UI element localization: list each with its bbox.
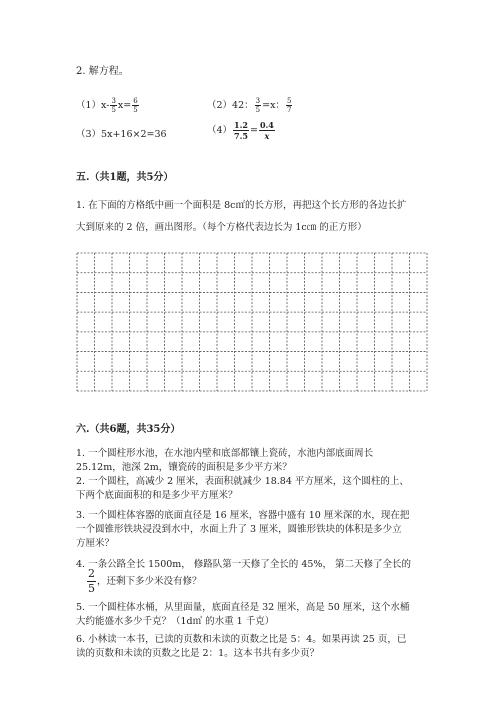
question-text: 25.12m，池深 2m，镶瓷砖的面积是多少平方米？ xyxy=(76,462,292,473)
fraction xyxy=(259,120,275,141)
question-title: 2. 解方程。 xyxy=(76,66,129,77)
question-text: 1. 在下面的方格纸中画一个面积是 8c㎡的长方形，再把这个长方形的各边长扩 xyxy=(76,200,407,211)
numerator: 6 xyxy=(133,97,138,105)
question-text: 方厘米？ xyxy=(76,538,115,549)
question-text: 5. 一个圆柱体水桶，从里面量，底面直径是 32 厘米，高是 50 厘米，这个水桶 xyxy=(76,602,410,613)
equation-label: （4） xyxy=(207,125,233,136)
denominator: 5 xyxy=(111,106,116,114)
question-text-tail: ，还剩下多少米没有修？ xyxy=(97,576,202,587)
numerator: 1.2 xyxy=(234,120,248,130)
denominator: 5 xyxy=(133,106,138,114)
question-text: 4. 一条公路全长 1500m， 修路队第一天修了全长的 45%， 第二天修了全长的 xyxy=(76,559,411,570)
equation-label: （3） xyxy=(76,129,102,140)
equation-label: （1） xyxy=(76,100,102,111)
question-text: 6. 小林读一本书，已读的页数和未读的页数之比是 5：4。如果再读 25 页，已 xyxy=(76,634,407,645)
denominator: x xyxy=(264,131,270,141)
fraction xyxy=(286,97,292,114)
question-text: 下两个底面面积的和是多少平方厘米？ xyxy=(76,490,238,501)
section-title: 五.（共1题，共5分） xyxy=(76,172,174,183)
equation-part: 42： xyxy=(232,100,254,111)
denominator: 7 xyxy=(286,106,292,114)
question-text: 大约能盛水多少千克？（1d㎥ 的水重 1 千克） xyxy=(76,616,275,627)
equals-sign: = xyxy=(249,125,258,136)
numerator: 5 xyxy=(286,97,292,105)
question-text: 3. 一个圆柱体容器的底面直径是 16 厘米，容器中盛有 10 厘米深的水，现在把 xyxy=(76,510,410,521)
equation-label: （2） xyxy=(207,100,233,111)
fraction xyxy=(255,97,261,114)
section-title: 六.（共6题，共35分） xyxy=(76,424,181,435)
denominator: 5 xyxy=(255,106,261,114)
equation-part: x- xyxy=(101,100,110,111)
numerator: 3 xyxy=(111,97,116,105)
fraction xyxy=(233,120,249,141)
equation-part: x= xyxy=(117,100,132,111)
numerator: 3 xyxy=(255,97,261,105)
equation-3 xyxy=(76,126,167,140)
equation-part: =x： xyxy=(262,100,285,111)
question-text xyxy=(86,567,202,596)
fraction xyxy=(87,567,96,596)
numerator: 0.4 xyxy=(259,120,274,130)
equation-1 xyxy=(76,97,140,114)
graph-paper-grid[interactable] xyxy=(76,252,428,392)
question-text: 2. 一个圆柱，高减少 2 厘米，表面积就减少 18.84 平方厘米，这个圆柱的上、 xyxy=(76,476,409,487)
question-text: 1. 一个圆柱形水池，在水池内壁和底部都镶上瓷砖，水池内部底面周长 xyxy=(76,448,374,459)
equation-2 xyxy=(207,97,293,114)
question-text: 一个圆锥形铁块浸没到水中，水面上升了 3 厘米，圆锥形铁块的体积是多少立 xyxy=(76,524,402,535)
fraction xyxy=(132,97,138,114)
denominator: 5 xyxy=(88,582,95,595)
fraction xyxy=(110,97,116,114)
denominator: 7.5 xyxy=(234,131,248,141)
equation-4 xyxy=(207,120,276,141)
numerator: 2 xyxy=(88,567,95,580)
equation-text: 5x+16×2=36 xyxy=(101,129,167,140)
question-text: 读的页数和未读的页数之比是 2：1。这本书共有多少页？ xyxy=(76,648,320,659)
question-text: 大到原来的 2 倍，画出图形。（每个方格代表边长为 1c㎝ 的正方形） xyxy=(76,222,367,233)
